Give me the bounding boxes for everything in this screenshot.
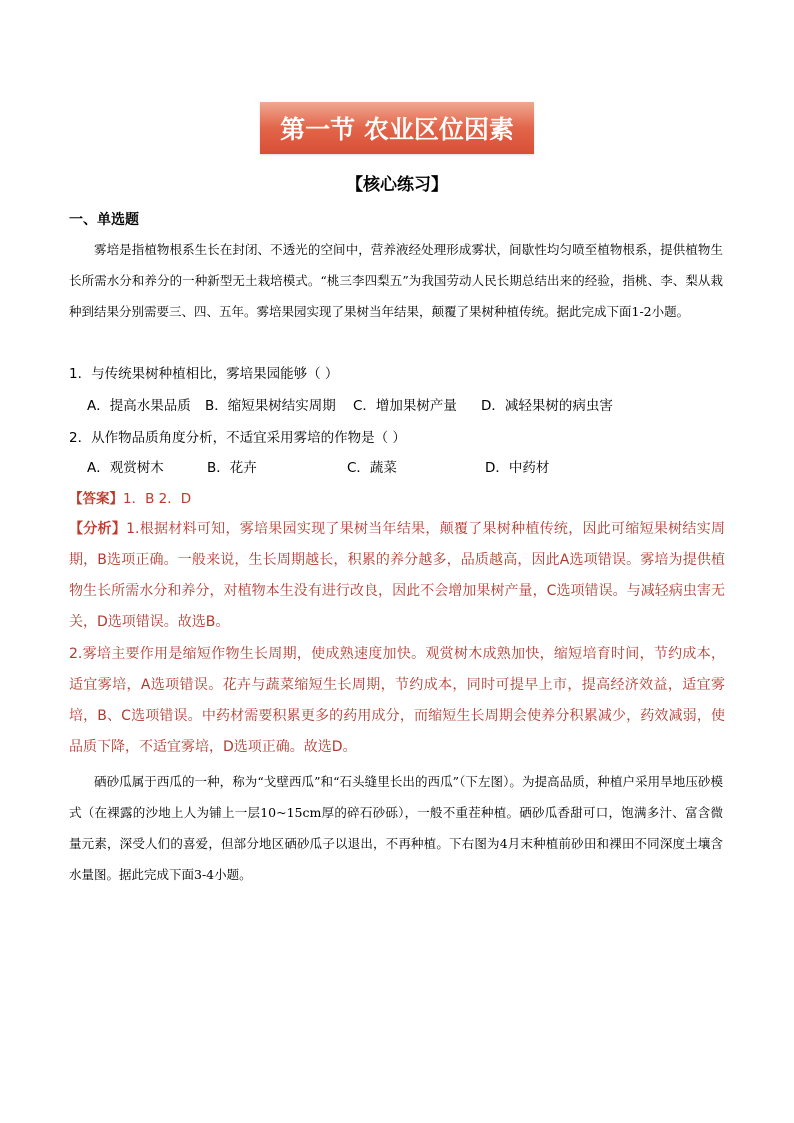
answer-text: 1．B 2．D (123, 491, 192, 507)
q1-option-d: D．减轻果树的病虫害 (481, 398, 613, 414)
subtitle: 【核心练习】 (346, 175, 448, 195)
q2-option-b: B．花卉 (207, 460, 257, 476)
question-2-stem: 2．从作物品质角度分析，不适宜采用雾培的作物是（ ） (69, 430, 406, 446)
answer-tag: 【答案】 (69, 491, 123, 507)
section-heading: 一、单选题 (69, 212, 139, 228)
question-2-options (87, 456, 549, 476)
q2-option-c: C．蔬菜 (347, 460, 397, 476)
question-1-stem: 1．与传统果树种植相比，雾培果园能够（ ） (69, 366, 339, 382)
question-1-options (87, 394, 613, 414)
answer-line (69, 487, 191, 507)
q2-option-d: D．中药材 (485, 460, 550, 476)
analysis-tag: 【分析】 (69, 521, 127, 537)
passage-1: 雾培是指植物根系生长在封闭、不透光的空间中，营养液经处理形成雾状，间歇性均匀喷至植物根系，提供植物生长所需水分和养分的一种新型无土栽培模式。“桃三李四梨五”为我国劳动人民长期总结出来的经验，指桃、李、梨从栽种到结果分别需要三、四、五年。雾培果园实现了果树当年结果，颠覆了果树种植传统。据此完成下面1-2小题。 (69, 242, 723, 319)
q1-option-b: B．缩短果树结实周期 (205, 398, 336, 414)
page-title: 第一节 农业区位因素 (280, 115, 514, 144)
q1-option-a: A．提高水果品质 (87, 398, 191, 414)
title-banner (260, 102, 534, 154)
analysis-1-text: 1.根据材料可知，雾培果园实现了果树当年结果，颠覆了果树种植传统，因此可缩短果树结实周期，B选项正确。一般来说，生长周期越长，积累的养分越多，品质越高，因此A选项错误。雾培为提供植物生长所需水分和养分，对植物本生没有进行改良，因此不会增加果树产量，C选项错误。与减轻病虫害无关，D选项错误。故选B。 (69, 521, 725, 630)
analysis-2: 2.雾培主要作用是缩短作物生长周期，使成熟速度加快。观赏树木成熟加快，缩短培育时间，节约成本，适宜雾培，A选项错误。花卉与蔬菜缩短生长周期，节约成本，同时可提早上市，提高经济效益，适宜雾培，B、C选项错误。中药材需要积累更多的药用成分，而缩短生长周期会使养分积累减少，药效减弱，使品质下降，不适宜雾培，D选项正确。故选D。 (69, 646, 725, 755)
q1-option-c: C．增加果树产量 (353, 398, 457, 414)
passage-2: 硒砂瓜属于西瓜的一种，称为“戈壁西瓜”和“石头缝里长出的西瓜”（下左图）。为提高品质，种植户采用旱地压砂模式（在裸露的沙地上人为铺上一层10~15cm厚的碎石砂砾），一般不重茬种植。硒砂瓜香甜可口，饱满多汁、富含微量元素，深受人们的喜爱，但部分地区硒砂瓜子以退出，不再种植。下右图为4月末种植前砂田和裸田不同深度土壤含水量图。据此完成下面3-4小题。 (69, 774, 723, 882)
analysis-1 (69, 514, 725, 638)
q2-option-a: A．观赏树木 (87, 460, 164, 476)
